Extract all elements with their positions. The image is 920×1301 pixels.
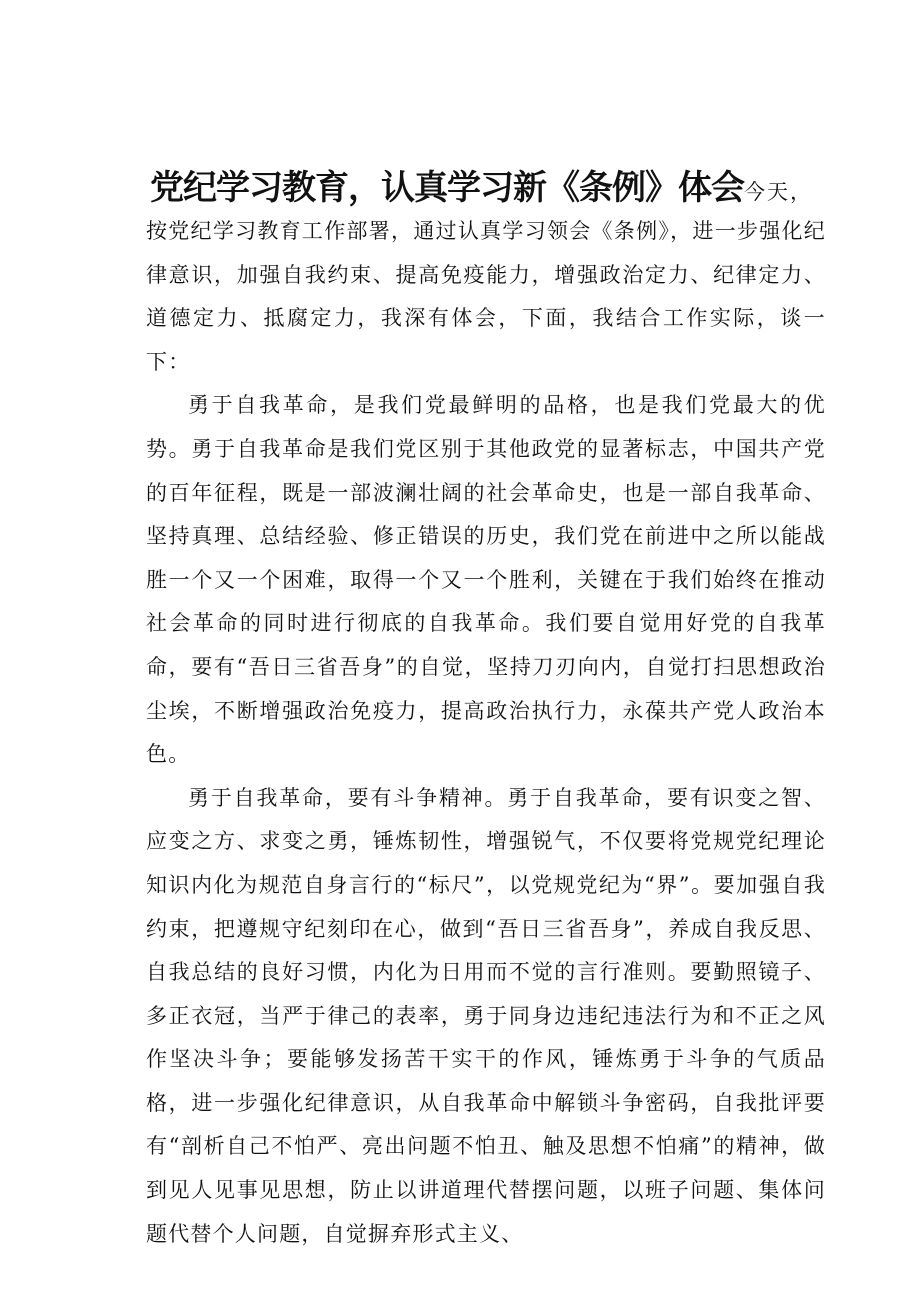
document-body (146, 210, 826, 1256)
paragraph-self-revolution: 勇于自我革命，是我们党最鲜明的品格，也是我们党最大的优势。勇于自我革命是我们党区别于其他政党的显著标志，中国共产党的百年征程，既是一部波澜壮阔的社会革命史，也是一部自我革命、坚持真理、总结经验、修正错误的历史，我们党在前进中之所以能战胜一个又一个困难，取得一个又一个胜利，关键在于我们始终在推动社会革命的同时进行彻底的自我革命。我们要自觉用好党的自我革命，要有“吾日三省吾身”的自觉，坚持刀刃向内，自觉打扫思想政治尘埃，不断增强政治免疫力，提高政治执行力，永葆共产党人政治本色。 (146, 393, 826, 767)
document-title: 党纪学习教育，认真学习新《条例》体会 (150, 168, 744, 208)
title-tail-text: 今天， (744, 180, 813, 204)
title-line (150, 160, 813, 209)
paragraph-intro: 按党纪学习教育工作部署，通过认真学习领会《条例》，进一步强化纪律意识，加强自我约束、提高免疫能力，增强政治定力、纪律定力、道德定力、抵腐定力，我深有体会，下面，我结合工作实际，谈一下： (146, 219, 826, 374)
paragraph-struggle-spirit: 勇于自我革命，要有斗争精神。勇于自我革命，要有识变之智、应变之方、求变之勇，锤炼韧性，增强锐气，不仅要将党规党纪理论知识内化为规范自身言行的“标尺”，以党规党纪为“界”。要加强自我约束，把遵规守纪刻印在心，做到“吾日三省吾身”，养成自我反思、自我总结的良好习惯，内化为日用而不觉的言行准则。要勤照镜子、多正衣冠，当严于律己的表率，勇于同身边违纪违法行为和不正之风作坚决斗争；要能够发扬苦干实干的作风，锤炼勇于斗争的气质品格，进一步强化纪律意识，从自我革命中解锁斗争密码，自我批评要有“剖析自己不怕严、亮出问题不怕丑、触及思想不怕痛”的精神，做到见人见事见思想，防止以讲道理代替摆问题，以班子问题、集体问题代替个人问题，自觉摒弃形式主义、 (146, 785, 826, 1246)
